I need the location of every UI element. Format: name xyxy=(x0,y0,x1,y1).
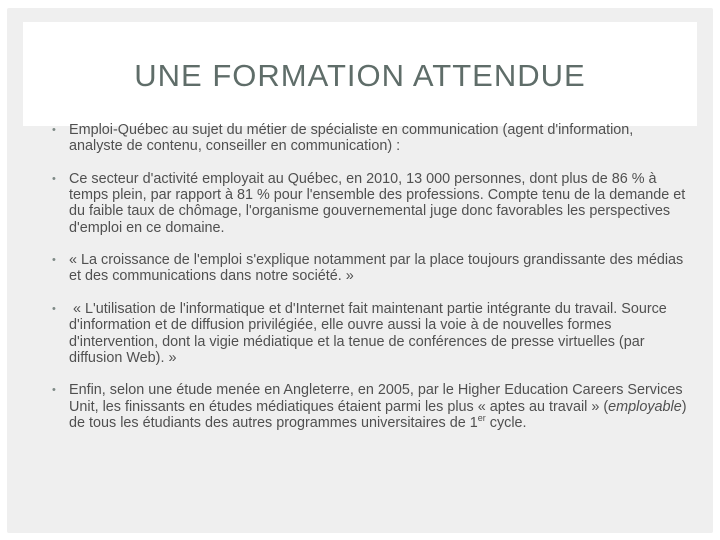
list-item-text: Emploi-Québec au sujet du métier de spécialiste en communication (agent d'information, analyste de contenu, conseiller en communication) : xyxy=(69,122,634,155)
list-item xyxy=(44,122,690,154)
list-item-text-start: Enfin, selon une étude menée en Angleterre, en 2005, par le Higher Education Careers Services Unit, les finissants en études médiatiques étaient parmi les plus « aptes au travail » ( xyxy=(69,382,683,415)
list-item xyxy=(44,301,690,366)
list-item-text-middle: ) de tous les étudiants des autres programmes universitaires de 1 xyxy=(69,398,687,431)
title-box xyxy=(23,22,697,126)
list-item xyxy=(44,252,690,284)
bullet-list xyxy=(44,122,690,448)
bullet-icon: • xyxy=(52,172,56,185)
list-item-text: Ce secteur d'activité employait au Québec, en 2010, 13 000 personnes, dont plus de 86 % à temps plein, par rapport à 81 % pour l'ensemble des professions. Compte tenu de la demande et du faible taux de chômage, l'organisme gouvernemental juge donc favorables les perspectives d'emploi en ce domaine. xyxy=(69,170,686,236)
list-item-text: « L'utilisation de l'informatique et d'Internet fait maintenant partie intégrante du travail. Source d'information et de diffusion privilégiée, elle ouvre aussi la voie à de nouvelles formes d'intervention, dont la vigie médiatique et la tenue de conférences de presse virtuelles (par diffusion Web). » xyxy=(69,301,671,366)
list-item xyxy=(44,171,690,236)
list-item xyxy=(44,382,690,431)
list-item-text: « La croissance de l'emploi s'explique notamment par la place toujours grandissante des médias et des communications dans notre société. » xyxy=(69,252,684,285)
slide-title: UNE FORMATION ATTENDUE xyxy=(134,58,586,93)
bullet-icon: • xyxy=(52,254,56,267)
list-item-emphasis: employable xyxy=(608,398,682,415)
list-item-superscript: er xyxy=(477,413,486,424)
bullet-icon: • xyxy=(52,124,56,136)
bullet-icon: • xyxy=(52,384,56,397)
list-item-text-end: cycle. xyxy=(485,414,527,431)
bullet-icon: • xyxy=(52,303,56,316)
